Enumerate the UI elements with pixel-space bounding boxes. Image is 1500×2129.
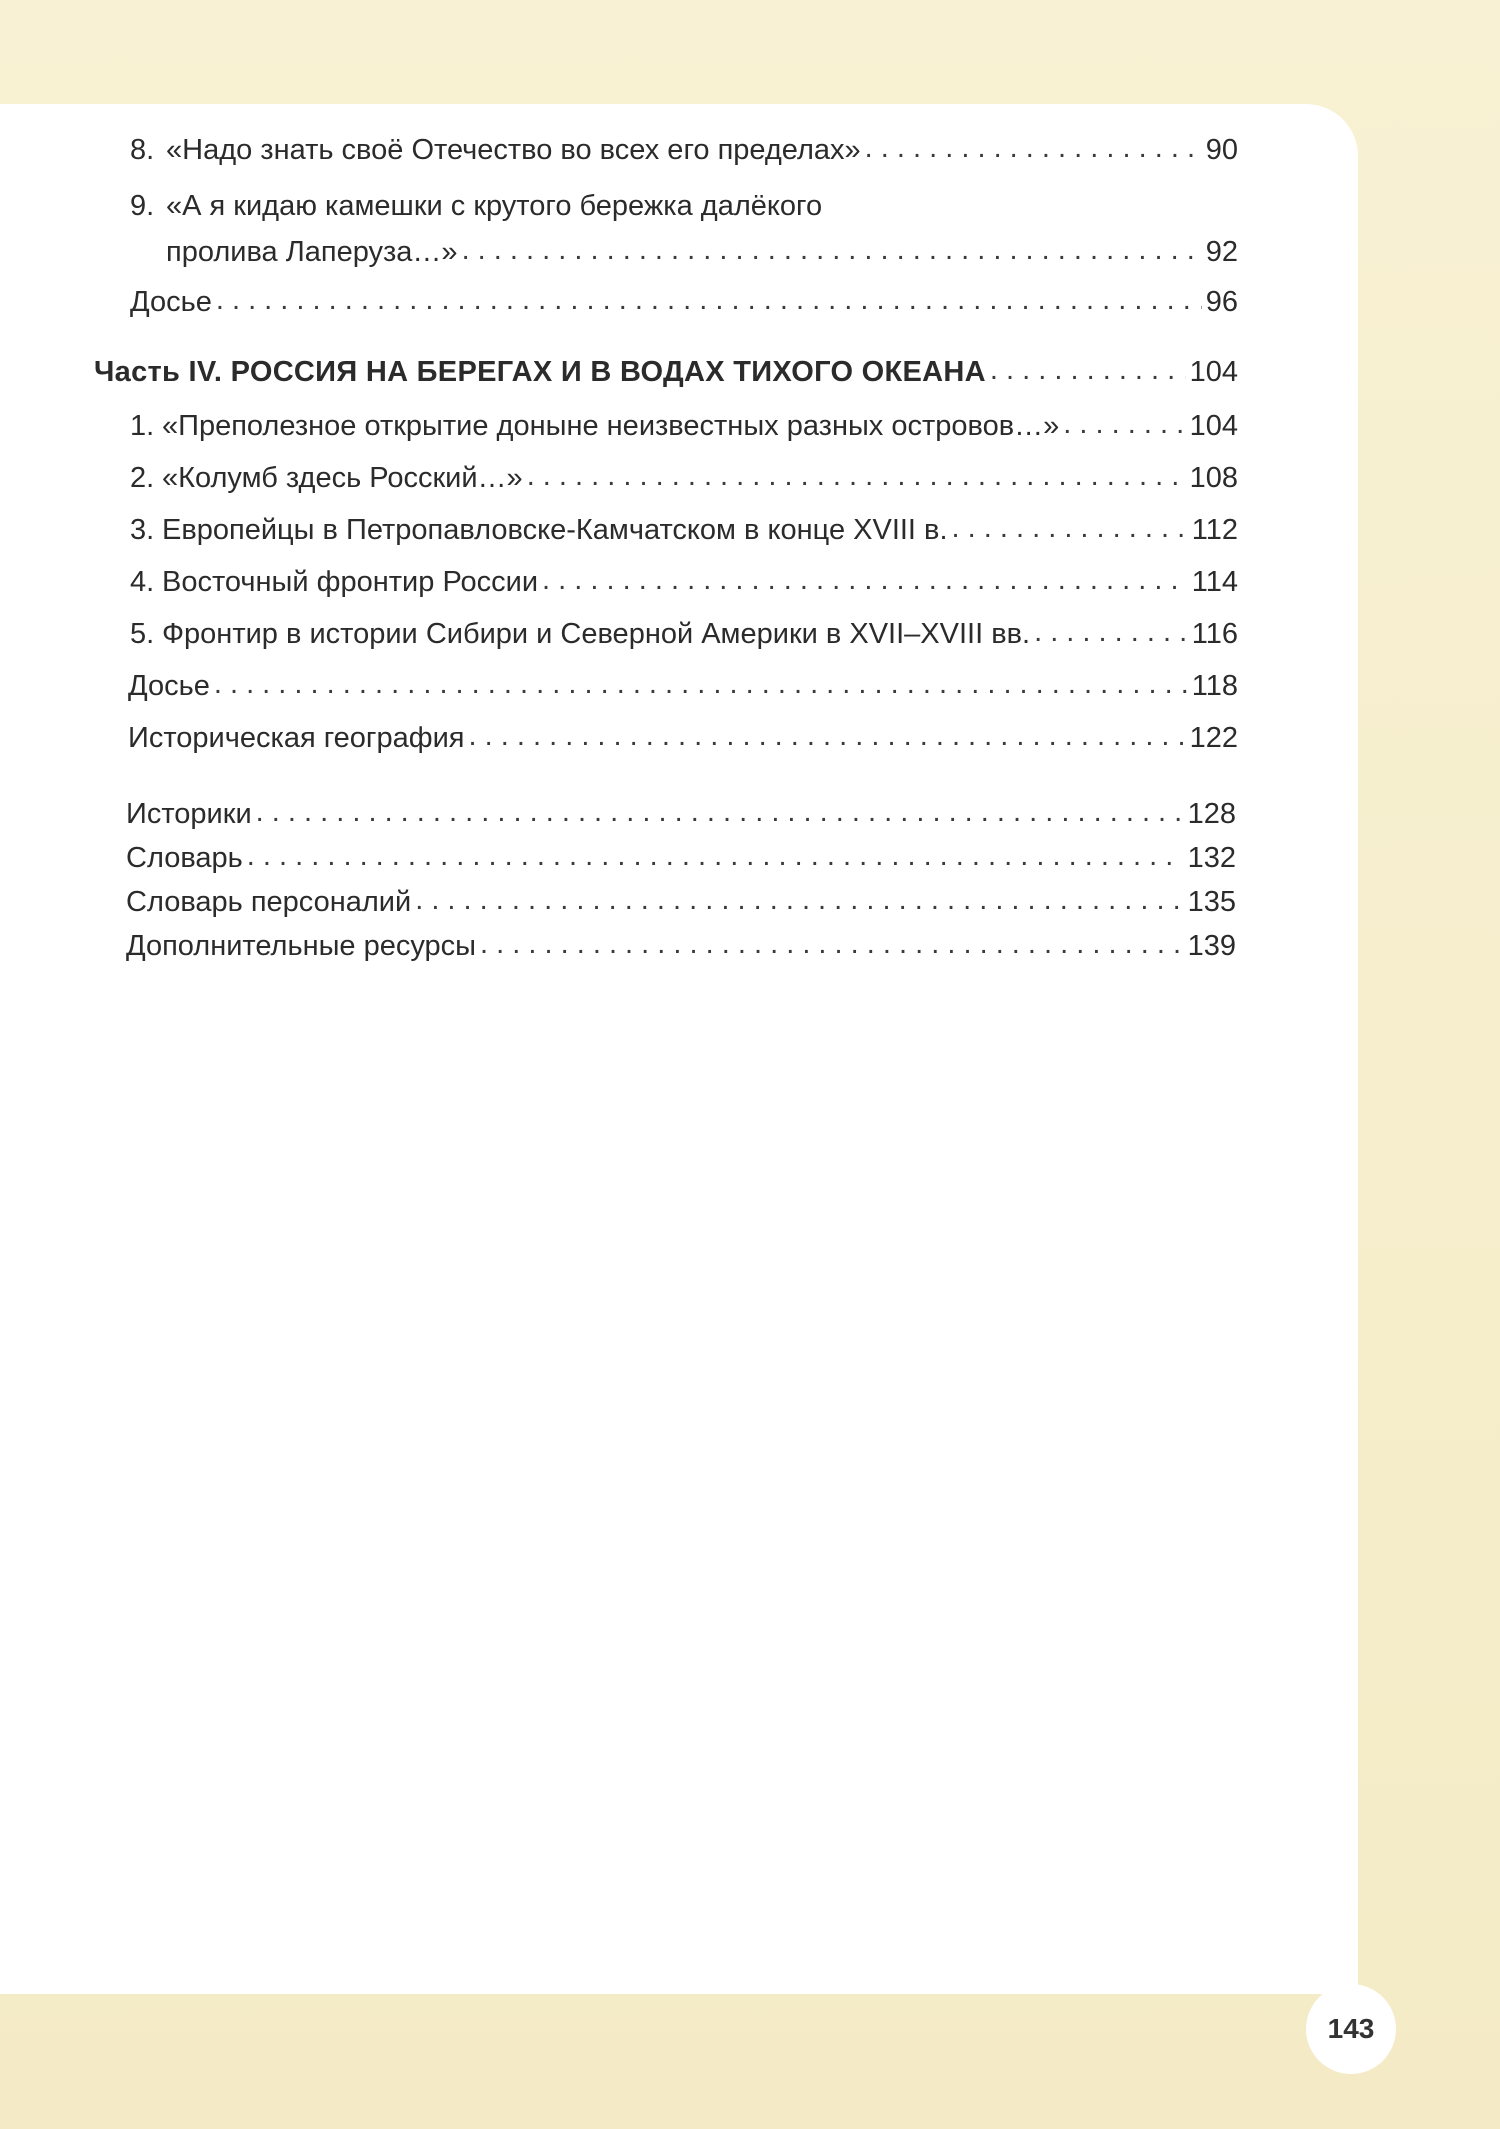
toc-leader-dots xyxy=(990,352,1186,388)
toc-entry-page: 118 xyxy=(1191,670,1238,702)
toc-entry-title: Дополнительные ресурсы xyxy=(126,930,477,962)
toc-entry-page: 108 xyxy=(1189,462,1238,494)
toc-entry-title: Европейцы в Петропавловске-Камчатском в конце XVIII в. xyxy=(162,514,948,546)
toc-leader-dots xyxy=(542,562,1188,598)
toc-entry-title: Досье xyxy=(128,670,210,702)
toc-entry[interactable] xyxy=(126,928,1236,964)
toc-part-title: Часть IV. РОССИЯ НА БЕРЕГАХ И В ВОДАХ ТИХОГО ОКЕАНА xyxy=(94,356,986,388)
toc-entry-title: «Преполезное открытие доныне неизвестных разных островов…» xyxy=(162,410,1060,442)
toc-entry-title: «Колумб здесь Росский…» xyxy=(162,462,523,494)
toc-entry[interactable] xyxy=(130,132,1238,168)
toc-entry-page: 96 xyxy=(1205,286,1238,318)
toc-entry-number: 1. xyxy=(130,410,155,442)
toc-entry-page: 92 xyxy=(1205,236,1238,268)
toc-entry-page: 90 xyxy=(1205,134,1238,166)
toc-entry-title: «А я кидаю камешки с крутого бережка далёкого xyxy=(166,190,823,222)
toc-entry-number: 8. xyxy=(130,134,155,166)
toc-entry-page: 114 xyxy=(1191,566,1238,598)
page-number: 143 xyxy=(1327,2013,1375,2044)
toc-entry-page: 122 xyxy=(1189,722,1238,754)
toc-entry[interactable] xyxy=(126,840,1236,876)
toc-entry-title: «Надо знать своё Отечество во всех его пределах» xyxy=(166,134,861,166)
toc-entry[interactable] xyxy=(130,284,1238,320)
toc-leader-dots xyxy=(1034,614,1188,650)
toc-entry-title: Восточный фронтир России xyxy=(162,566,539,598)
toc-entry-title-line xyxy=(130,188,822,224)
toc-entry-page: 135 xyxy=(1187,886,1236,918)
toc-entry[interactable] xyxy=(126,796,1236,832)
toc-entry-title: Фронтир в истории Сибири и Северной Америки в XVII–XVIII вв. xyxy=(162,618,1031,650)
toc-entry[interactable] xyxy=(128,720,1238,756)
toc-leader-dots xyxy=(1063,406,1185,442)
toc-leader-dots xyxy=(256,794,1184,830)
toc-entry[interactable] xyxy=(126,884,1236,920)
toc-leader-dots xyxy=(214,666,1188,702)
toc-entry-title-continuation: пролива Лаперуза…» xyxy=(166,236,458,268)
toc-leader-dots xyxy=(480,926,1184,962)
toc-entry-page: 132 xyxy=(1187,842,1236,874)
toc-leader-dots xyxy=(952,510,1188,546)
toc-entry[interactable] xyxy=(128,668,1238,704)
toc-entry-page: 116 xyxy=(1191,618,1238,650)
toc-entry-number: 5. xyxy=(130,618,155,650)
toc-entry-title: Словарь xyxy=(126,842,243,874)
toc-entry[interactable] xyxy=(130,460,1238,496)
toc-entry-title: Досье xyxy=(130,286,212,318)
toc-entry-title: Словарь персоналий xyxy=(126,886,412,918)
toc-leader-dots xyxy=(469,718,1186,754)
toc-entry-title: Историки xyxy=(126,798,252,830)
toc-entry[interactable] xyxy=(130,616,1238,652)
toc-entry-page: 104 xyxy=(1189,410,1238,442)
toc-entry[interactable] xyxy=(130,512,1238,548)
toc-entry-number: 2. xyxy=(130,462,155,494)
toc-leader-dots xyxy=(865,130,1202,166)
toc-leader-dots xyxy=(462,232,1202,268)
toc-entry-page: 139 xyxy=(1187,930,1236,962)
toc-leader-dots xyxy=(527,458,1186,494)
page-number-badge xyxy=(1306,1984,1396,2074)
content-panel xyxy=(0,104,1358,1994)
toc-part-heading[interactable] xyxy=(94,354,1238,390)
toc-entry-page: 112 xyxy=(1191,514,1238,546)
toc-entry-title: Историческая география xyxy=(128,722,465,754)
toc-leader-dots xyxy=(415,882,1183,918)
toc-entry-number: 4. xyxy=(130,566,155,598)
toc-entry-page: 104 xyxy=(1189,356,1238,388)
toc-leader-dots xyxy=(216,282,1202,318)
toc-entry[interactable] xyxy=(166,234,1238,270)
toc-entry[interactable] xyxy=(130,564,1238,600)
toc-entry-number: 3. xyxy=(130,514,155,546)
toc-entry-number: 9. xyxy=(130,190,155,222)
toc-entry-page: 128 xyxy=(1187,798,1236,830)
toc-leader-dots xyxy=(247,838,1184,874)
toc-entry[interactable] xyxy=(130,408,1238,444)
